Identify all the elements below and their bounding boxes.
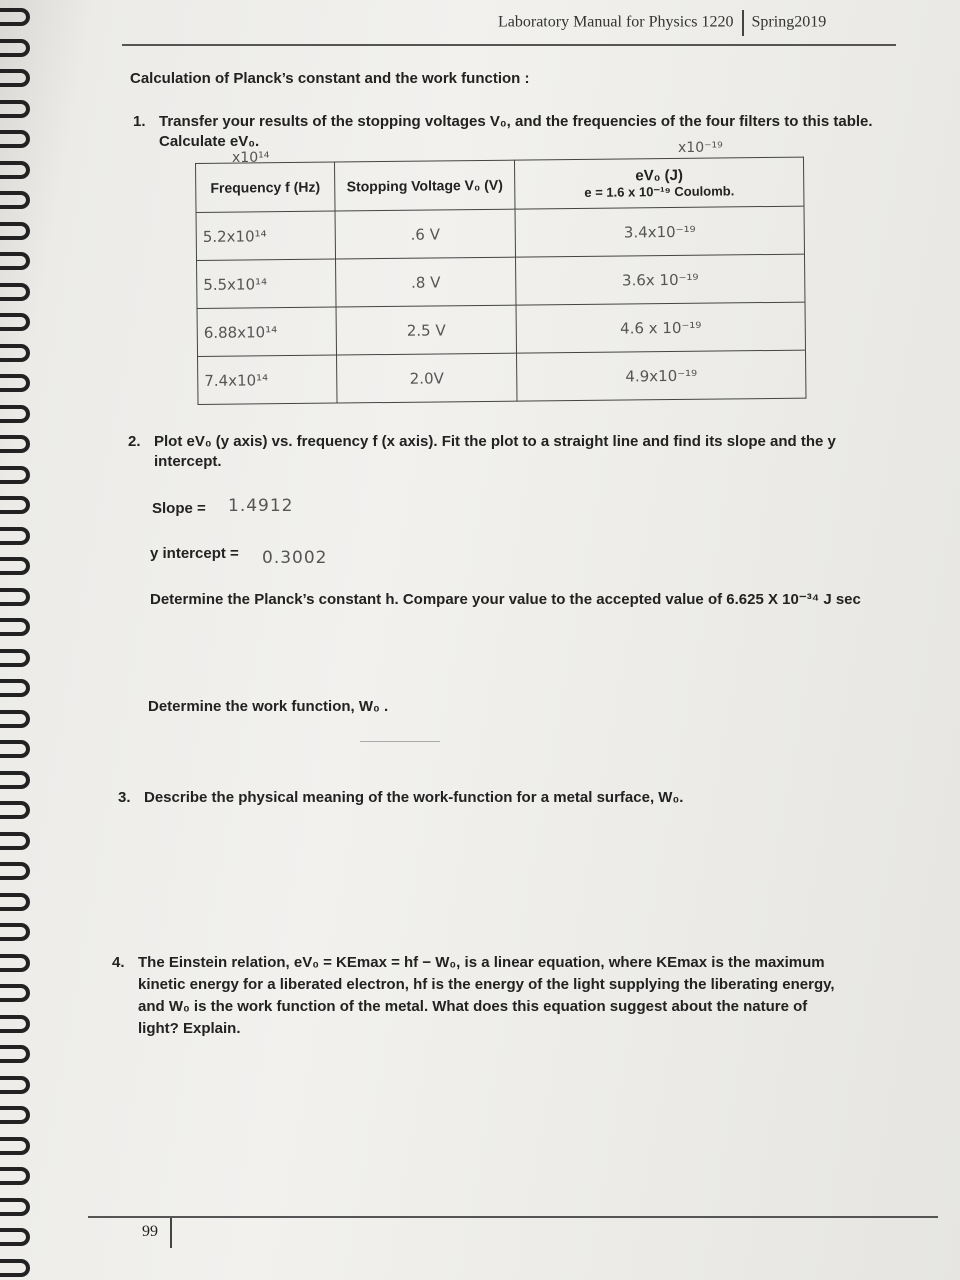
question-4 <box>112 952 835 1040</box>
question-text: kinetic energy for a liberated electron, hf is the energy of the light supplying the liberating energy, <box>138 976 835 993</box>
question-text: Describe the physical meaning of the work-function for a metal surface, W₀. <box>144 789 684 806</box>
spiral-coil <box>0 69 30 87</box>
manual-title: Laboratory Manual for Physics 1220 <box>498 13 734 31</box>
spiral-coil <box>0 161 30 179</box>
table-row <box>197 254 805 308</box>
question-number: 1. <box>133 113 146 130</box>
frequency-cell: 7.4x10¹⁴ <box>198 355 337 404</box>
question-2 <box>128 432 836 472</box>
voltage-cell: 2.0V <box>337 353 517 403</box>
column-header: Stopping Voltage V₀ (V) <box>334 160 515 211</box>
spiral-coil <box>0 1106 30 1124</box>
footer-rule <box>88 1216 938 1218</box>
spiral-coil <box>0 344 30 362</box>
spiral-coil <box>0 435 30 453</box>
spiral-coil <box>0 1259 30 1277</box>
energy-cell: 4.9x10⁻¹⁹ <box>517 350 806 401</box>
spiral-coil <box>0 39 30 57</box>
section-title: Calculation of Planck’s constant and the work function : <box>130 70 530 87</box>
spiral-coil <box>0 1198 30 1216</box>
spiral-coil <box>0 527 30 545</box>
spiral-coil <box>0 466 30 484</box>
spiral-coil <box>0 710 30 728</box>
question-number: 4. <box>112 954 125 971</box>
spiral-coil <box>0 588 30 606</box>
question-text: and W₀ is the work function of the metal. What does this equation suggest about the nature of <box>138 998 808 1015</box>
spiral-coil <box>0 100 30 118</box>
spiral-coil <box>0 954 30 972</box>
column-header <box>514 157 803 209</box>
spiral-coil <box>0 893 30 911</box>
spiral-coil <box>0 679 30 697</box>
question-1 <box>133 112 873 152</box>
intercept-label: y intercept = <box>150 545 239 562</box>
spiral-coil <box>0 496 30 514</box>
question-text: Plot eV₀ (y axis) vs. frequency f (x axis). Fit the plot to a straight line and find its slope and the y <box>154 433 836 450</box>
energy-cell: 3.6x 10⁻¹⁹ <box>516 254 805 305</box>
spiral-coil <box>0 923 30 941</box>
page-number: 99 <box>142 1223 158 1240</box>
spiral-binding <box>0 0 40 1280</box>
intercept-value: 0.3002 <box>262 548 328 568</box>
page-header <box>498 10 826 36</box>
spiral-coil <box>0 1137 30 1155</box>
term-label: Spring2019 <box>751 13 827 31</box>
spiral-coil <box>0 313 30 331</box>
question-3 <box>118 788 683 808</box>
page-number-divider <box>170 1218 172 1248</box>
spiral-coil <box>0 283 30 301</box>
energy-cell: 3.4x10⁻¹⁹ <box>515 206 804 257</box>
spiral-coil <box>0 771 30 789</box>
spiral-coil <box>0 405 30 423</box>
energy-cell: 4.6 x 10⁻¹⁹ <box>516 302 805 353</box>
column-header-note: e = 1.6 x 10⁻¹⁹ Coulomb. <box>584 182 735 200</box>
frequency-cell: 5.2x10¹⁴ <box>196 211 335 260</box>
spiral-coil <box>0 832 30 850</box>
frequency-cell: 6.88x10¹⁴ <box>197 307 336 356</box>
table-row <box>197 302 805 356</box>
voltage-cell: .8 V <box>336 257 516 307</box>
spiral-coil <box>0 8 30 26</box>
spiral-coil <box>0 801 30 819</box>
column-header: Frequency f (Hz) <box>196 162 336 212</box>
spiral-coil <box>0 1228 30 1246</box>
table-row <box>198 350 806 404</box>
spiral-coil <box>0 222 30 240</box>
spiral-coil <box>0 557 30 575</box>
planck-prompt: Determine the Planck’s constant h. Compare your value to the accepted value of 6.625 X 10⁻³⁴ J sec <box>150 591 861 608</box>
question-text: light? Explain. <box>138 1020 241 1037</box>
spiral-coil <box>0 1076 30 1094</box>
question-number: 3. <box>118 789 131 806</box>
table-header-row <box>196 157 804 212</box>
faint-pencil-line <box>360 741 440 742</box>
handwritten-note: x10¹⁴ <box>232 150 270 166</box>
voltage-cell: 2.5 V <box>336 305 516 355</box>
question-text: Transfer your results of the stopping voltages V₀, and the frequencies of the four filters to this table. <box>159 113 873 130</box>
spiral-coil <box>0 191 30 209</box>
spiral-coil <box>0 130 30 148</box>
spiral-coil <box>0 1167 30 1185</box>
spiral-coil <box>0 862 30 880</box>
spiral-coil <box>0 1015 30 1033</box>
spiral-coil <box>0 374 30 392</box>
spiral-coil <box>0 984 30 1002</box>
column-header-main: eV₀ (J) <box>635 166 684 184</box>
question-number: 2. <box>128 433 141 450</box>
work-function-prompt: Determine the work function, W₀ . <box>148 698 389 715</box>
results-table <box>195 157 807 405</box>
table-row <box>196 206 804 260</box>
header-rule <box>122 44 896 46</box>
slope-value: 1.4912 <box>228 496 294 516</box>
question-text: intercept. <box>154 453 222 470</box>
voltage-cell: .6 V <box>335 209 515 259</box>
spiral-coil <box>0 649 30 667</box>
spiral-coil <box>0 252 30 270</box>
spiral-coil <box>0 618 30 636</box>
question-text: The Einstein relation, eV₀ = KEmax = hf − W₀, is a linear equation, where KEmax is the maximum <box>138 954 825 971</box>
question-text: Calculate eV₀. <box>159 133 260 150</box>
header-divider <box>742 10 744 36</box>
slope-label: Slope = <box>152 500 206 517</box>
frequency-cell: 5.5x10¹⁴ <box>197 259 336 308</box>
spiral-coil <box>0 740 30 758</box>
handwritten-note: x10⁻¹⁹ <box>678 140 723 156</box>
spiral-coil <box>0 1045 30 1063</box>
